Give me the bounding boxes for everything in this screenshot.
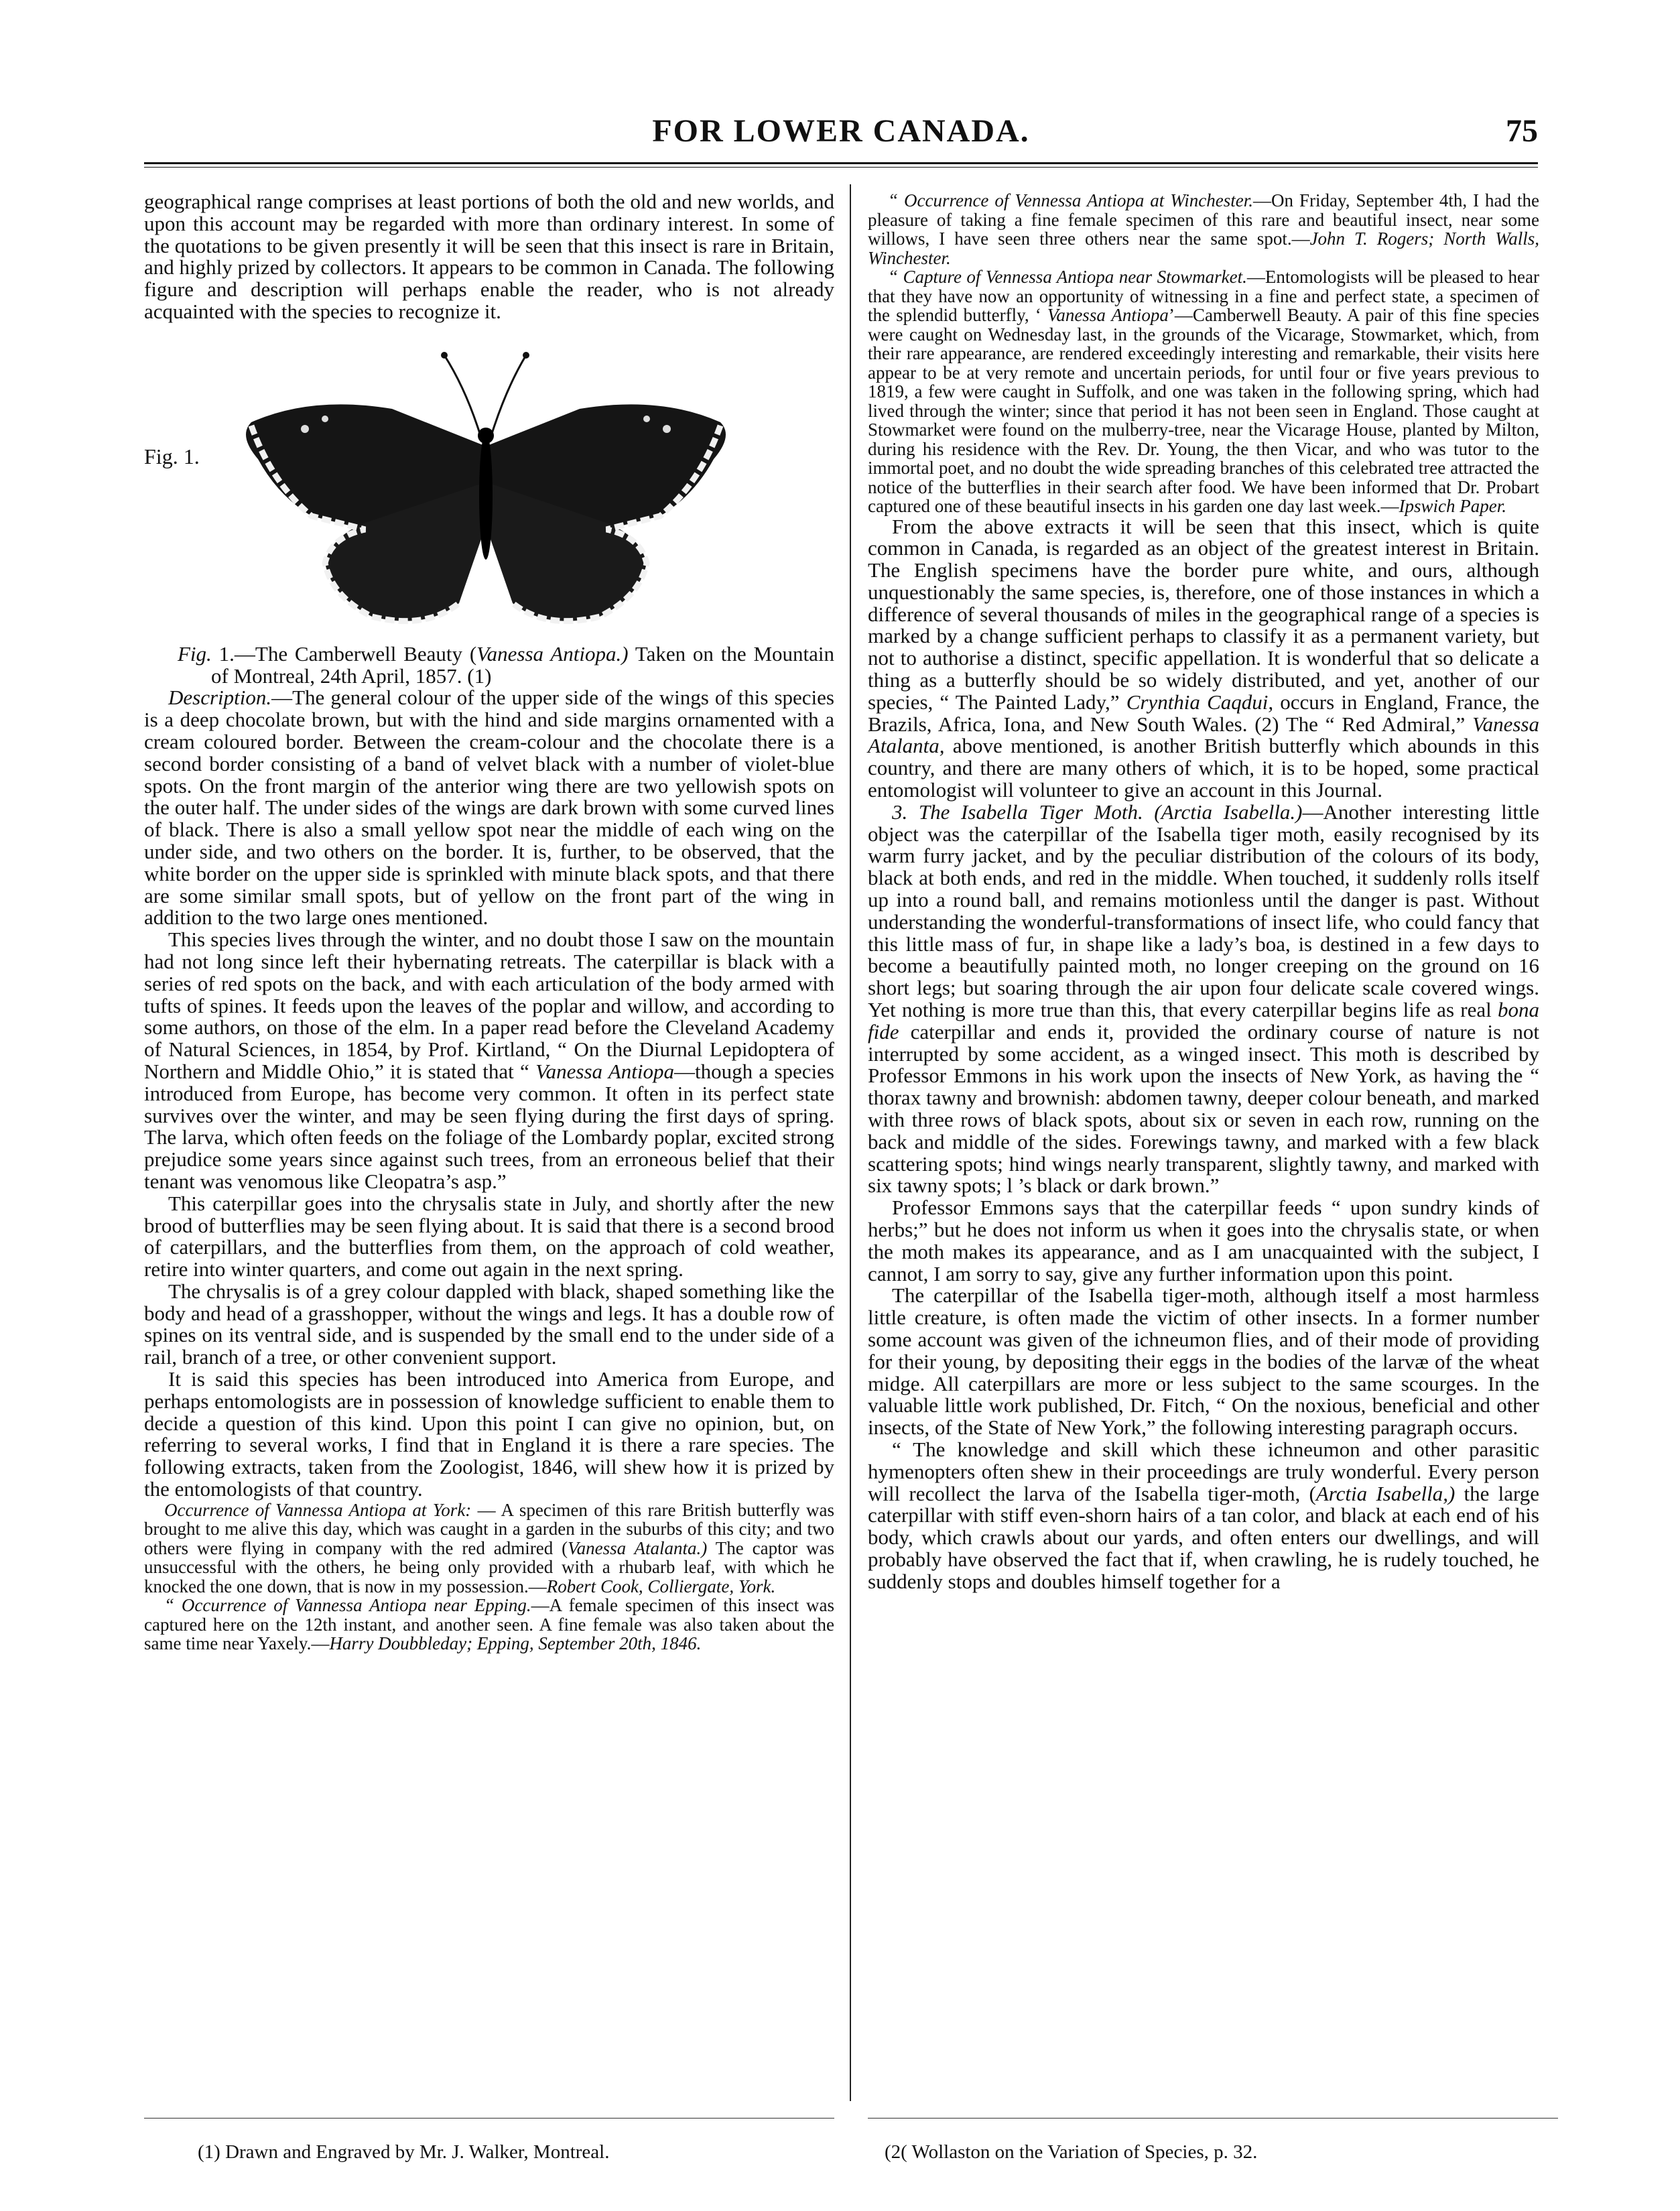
- butterfly-illustration: [231, 335, 740, 630]
- signature: Robert Cook, Colliergate, York.: [546, 1576, 776, 1596]
- text: The captor was unsuccessful with the others, he being only provided with a rhubarb leaf, with which he knocked the one down, that is now in my possession.—: [144, 1537, 834, 1596]
- text: —Another interesting little object was the caterpillar of the Isabella tiger moth, easily recognised by its warm furry jacket, and by the peculiar distribution of the colours of its body, black at both ends, and red in the middle. When touched, it suddenly rolls itself up into a round ball, and remains motionless until the danger is past. Without understanding the wonderful-transformations of insect life, who could fancy that this little mass of fur, in shape like a lady’s boa, is destined in a few days to become a beautifully painted moth, no longer creeping on the ground on 16 short legs; but soaring through the air upon four delicate scale covered wings. Yet nothing is more true than this, that every caterpillar begins life as real: [868, 800, 1539, 1022]
- quotation: [868, 267, 1539, 516]
- paragraph: The chrysalis is of a grey colour dappled with black, shaped something like the body and head of a grasshopper, without the wings and legs. It has a double row of spines on its ventral side, and is suspended by the small end to the under side of a rail, branch of a tree, or other convenient support.: [144, 1279, 834, 1369]
- quotation-block: [868, 191, 1539, 516]
- description-text: —The general colour of the upper side of the wings of this species is a deep chocolate brown, but with the hind and side margins ornamented with a cream coloured border. Between the cream-colour and the chocolate there is a second border consisting of a band of velvet black with a number of violet-blue spots. On the front margin of the anterior wing there are two yellowish spots on the outer half. The under sides of the wings are dark brown with some curved lines of black. There is also a small yellow spot near the middle of each wing on the under side, and two others on the border. It is, further, to be observed, that the white border on the upper side is sprinkled with minute black spots, and that there are some similar small spots, but of yellow on the front part of the wing in addition to the two large ones mentioned.: [144, 686, 834, 930]
- right-column: [868, 191, 1539, 1593]
- text: ’—Camberwell Beauty. A pair of this fine species were caught on Wednesday last, in the grounds of the Vicarage, Stowmarket, which, from their rare appearance, are rendered exceedingly interesting and remarkable, their visits here appear to be at very remote and uncertain periods, for until four or five years previous to 1819, a few were caught in Suffolk, and one was taken in the following spring, which had lived through the winter; since that period it has not been seen in England. Those caught at Stowmarket were found on the mulberry-tree, near the Vicarage House, planted by Milton, during his residence with the Rev. Dr. Young, the then Vicar, and who was tutor to the immortal poet, and no doubt the wide spreading branches of this celebrated tree attracted the notice of the butterflies in their search after food. We have been informed that Dr. Probart captured one of these beautiful insects in his garden one day last week.—: [868, 305, 1539, 516]
- paragraph: [144, 929, 834, 1193]
- figure: [144, 335, 834, 630]
- quotation: [144, 1596, 834, 1653]
- figure-label: Fig. 1.: [144, 444, 200, 468]
- signature: Ipswich Paper.: [1399, 496, 1506, 516]
- section-heading: 3. The Isabella Tiger Moth. (Arctia Isabella.): [892, 800, 1303, 824]
- species-name: Vanessa Antiopa: [1047, 305, 1169, 325]
- paragraph: [868, 1439, 1539, 1593]
- paragraph: The caterpillar of the Isabella tiger-moth, although itself a most harmless little creature, is often made the victim of other insects. In a former number some account was given of the ichneumon flies, and of their mode of providing for their young, by depositing their eggs in the bodies of the larvæ of the wheat midge. All caterpillars are more or less subject to the same scourges. In the valuable little work published, Dr. Fitch, “ On the noxious, beneficial and other insects, of the State of New York,” the following interesting paragraph occurs.: [868, 1283, 1539, 1440]
- signature: Harry Doubbleday; Epping, September 20th, 1846.: [329, 1633, 702, 1654]
- running-title: FOR LOWER CANADA.: [652, 113, 1030, 149]
- footnote-rule-right: [868, 2118, 1558, 2119]
- species-name: Crynthia Caqdui,: [1126, 690, 1274, 714]
- text: —A female specimen of this insect was captured here on the 12th instant, and another seen. A fine female was also taken about the same time near Yaxely.—: [144, 1595, 834, 1654]
- footnote-left: (1) Drawn and Engraved by Mr. J. Walker, Montreal.: [198, 2141, 610, 2163]
- species-name: Arctia Isabella,): [1315, 1481, 1456, 1505]
- paragraph: Professor Emmons says that the caterpillar feeds “ upon sundry kinds of herbs;” but he does not inform us when it goes into the chrysalis state, or when the moth makes its appearance, and as I am unacquainted with the subject, I cannot, I am sorry to say, give any further information upon this point.: [868, 1196, 1539, 1285]
- text: “ The knowledge and skill which these ichneumon and other parasitic hymenopters often shew in their proceedings are truly wonderful. Every person will recollect the larva of the Isabella tiger-moth, (: [868, 1437, 1539, 1505]
- description-label: Description.: [168, 686, 272, 710]
- text: above mentioned, is another British butterfly which abounds in this country, and there are many others of which, it is to be hoped, some practical entomologist will volunteer to give an account in this Journal.: [868, 734, 1539, 802]
- text: — A specimen of this rare British butterfly was brought to me alive this day, which was caught in a garden in the suburbs of this city; and two others were flying in company with the red admired (: [144, 1499, 834, 1558]
- paragraph: This caterpillar goes into the chrysalis state in July, and shortly after the new brood of butterflies may be seen flying about. It is said that there is a second brood of caterpillars, and the butterflies from them, on the approach of cold weather, retire into winter quarters, and come out again in the next spring.: [144, 1191, 834, 1281]
- paragraph: It is said this species has been introduced into America from Europe, and perhaps entomologists are in possession of knowledge sufficient to enable them to decide a question of this kind. Upon this point I can give no opinion, but, on referring to several works, I find that in England it is there a rare species. The following extracts, taken from the Zoologist, 1846, will shew how it is prized by the entomologists of that country.: [144, 1367, 834, 1501]
- column-divider: [850, 184, 851, 2101]
- figure-caption: [178, 643, 834, 688]
- paragraph: [144, 687, 834, 929]
- quotation-title: “ Capture of Vennessa Antiopa near Stowmarket.: [888, 267, 1247, 287]
- text: —Entomologists will be pleased to hear that they have now an opportunity of witnessing in a fine and perfect state, a specimen of the splendid butterfly, ‘: [868, 267, 1539, 325]
- quotation-title: Occurrence of Vannessa Antiopa at York:: [164, 1499, 472, 1520]
- text: occurs in England, France, the Brazils, Africa, Iona, and New South Wales. (2) The “ Red Admiral,”: [868, 690, 1540, 736]
- quotation: [144, 1501, 834, 1596]
- quotation-title: “ Occurrence of Vennessa Antiopa at Winchester.: [888, 190, 1253, 210]
- caption-fig: Fig.: [178, 641, 212, 666]
- caption-rest: Taken on the Mountain of Montreal, 24th April, 1857. (1): [211, 641, 834, 688]
- caption-species: Vanessa Antiopa.): [476, 641, 629, 666]
- footnote-right: (2( Wollaston on the Variation of Species, p. 32.: [885, 2141, 1258, 2163]
- text: caterpillar and ends it, provided the ordinary course of nature is not interrupted by some accident, as a winged insect. This moth is described by Professor Emmons in his work upon the insects of New York, as having the “ thorax tawny and brownish: abdomen tawny, deeper colour beneath, and marked with three rows of black spots, about six or seven in each row, running on the back and middle of the sides. Forewings tawny, and marked with a few black scattering spots; hind wings nearly transparent, slightly tawny, and marked with six tawny spots; l ’s black or dark brown.”: [868, 1019, 1539, 1198]
- text: From the above extracts it will be seen that this insect, which is quite common in Canada, is regarded as an object of the greatest interest in Britain. The English specimens have the border pure white, and ours, although unquestionably the same species, is, therefore, one of those instances in which a difference of several thousands of miles in the geographical range of a species is marked by a change sufficient perhaps to classify it as a permanent variety, but not to authorise a distinct, specific appellation. It is wonderful that so delicate a thing as a butterfly should be so widely distributed, and yet, another of our species, “ The Painted Lady,”: [868, 514, 1539, 714]
- species-name: Vanessa Antiopa: [535, 1059, 674, 1083]
- quotation: [868, 191, 1539, 267]
- caption-text: 1.—The Camberwell Beauty (: [211, 641, 477, 666]
- quotation-block: [144, 1501, 834, 1653]
- species-name: Vanessa Atalanta.): [568, 1537, 708, 1558]
- text: —though a species introduced from Europe, has become very common. It often in its perfect state survives over the winter, and may be seen flying during the first days of spring. The larva, which often feeds on the foliage of the Lombardy poplar, excited strong prejudice some years since against such trees, from an erroneous belief that their tenant was venomous like Cleopatra’s asp.”: [144, 1059, 834, 1193]
- page-number: 75: [1506, 113, 1538, 149]
- header-rule: [144, 162, 1538, 164]
- latin-phrase: bona fide: [868, 998, 1539, 1044]
- text: the large caterpillar with stiff even-shorn hairs of a tan color, and black at each end of his body, which crawls about our yards, and often enters our dwellings, and will probably have observed the fact that if, when crawling, he is rudely touched, he suddenly stops and doubles himself together for a: [868, 1481, 1539, 1593]
- species-name: Vanessa Atalanta,: [868, 712, 1539, 758]
- text: —On Friday, September 4th, I had the pleasure of taking a fine female specimen of this rare and beautiful insect, near some willows, I have seen three others near the same spot.—: [868, 190, 1539, 249]
- left-column: [144, 191, 834, 1653]
- paragraph: [868, 516, 1539, 802]
- quotation-title: “ Occurrence of Vannessa Antiopa near Epping.: [164, 1595, 531, 1616]
- footnote-rule-left: [144, 2118, 834, 2119]
- signature: John T. Rogers; North Walls, Winchester.: [868, 229, 1539, 268]
- paragraph: [868, 802, 1539, 1197]
- page-header: [144, 113, 1538, 166]
- header-rule-thin: [144, 167, 1538, 168]
- text: This species lives through the winter, and no doubt those I saw on the mountain had not long since left their hybernating retreats. The caterpillar is black with a series of red spots on the back, and with each articulation of the body armed with tufts of spines. It feeds upon the leaves of the poplar and willow, and according to some authors, on those of the elm. In a paper read before the Cleveland Academy of Natural Sciences, in 1854, by Prof. Kirtland, “ On the Diurnal Lepidoptera of Northern and Middle Ohio,” it is stated that “: [144, 928, 834, 1083]
- paragraph: geographical range comprises at least portions of both the old and new worlds, and upon this account may be regarded with more than ordinary interest. In some of the quotations to be given presently it will be seen that this insect is rare in Britain, and highly prized by collectors. It appears to be common in Canada. The following figure and description will perhaps enable the reader, who is not already acquainted with the species to recognize it.: [144, 190, 834, 323]
